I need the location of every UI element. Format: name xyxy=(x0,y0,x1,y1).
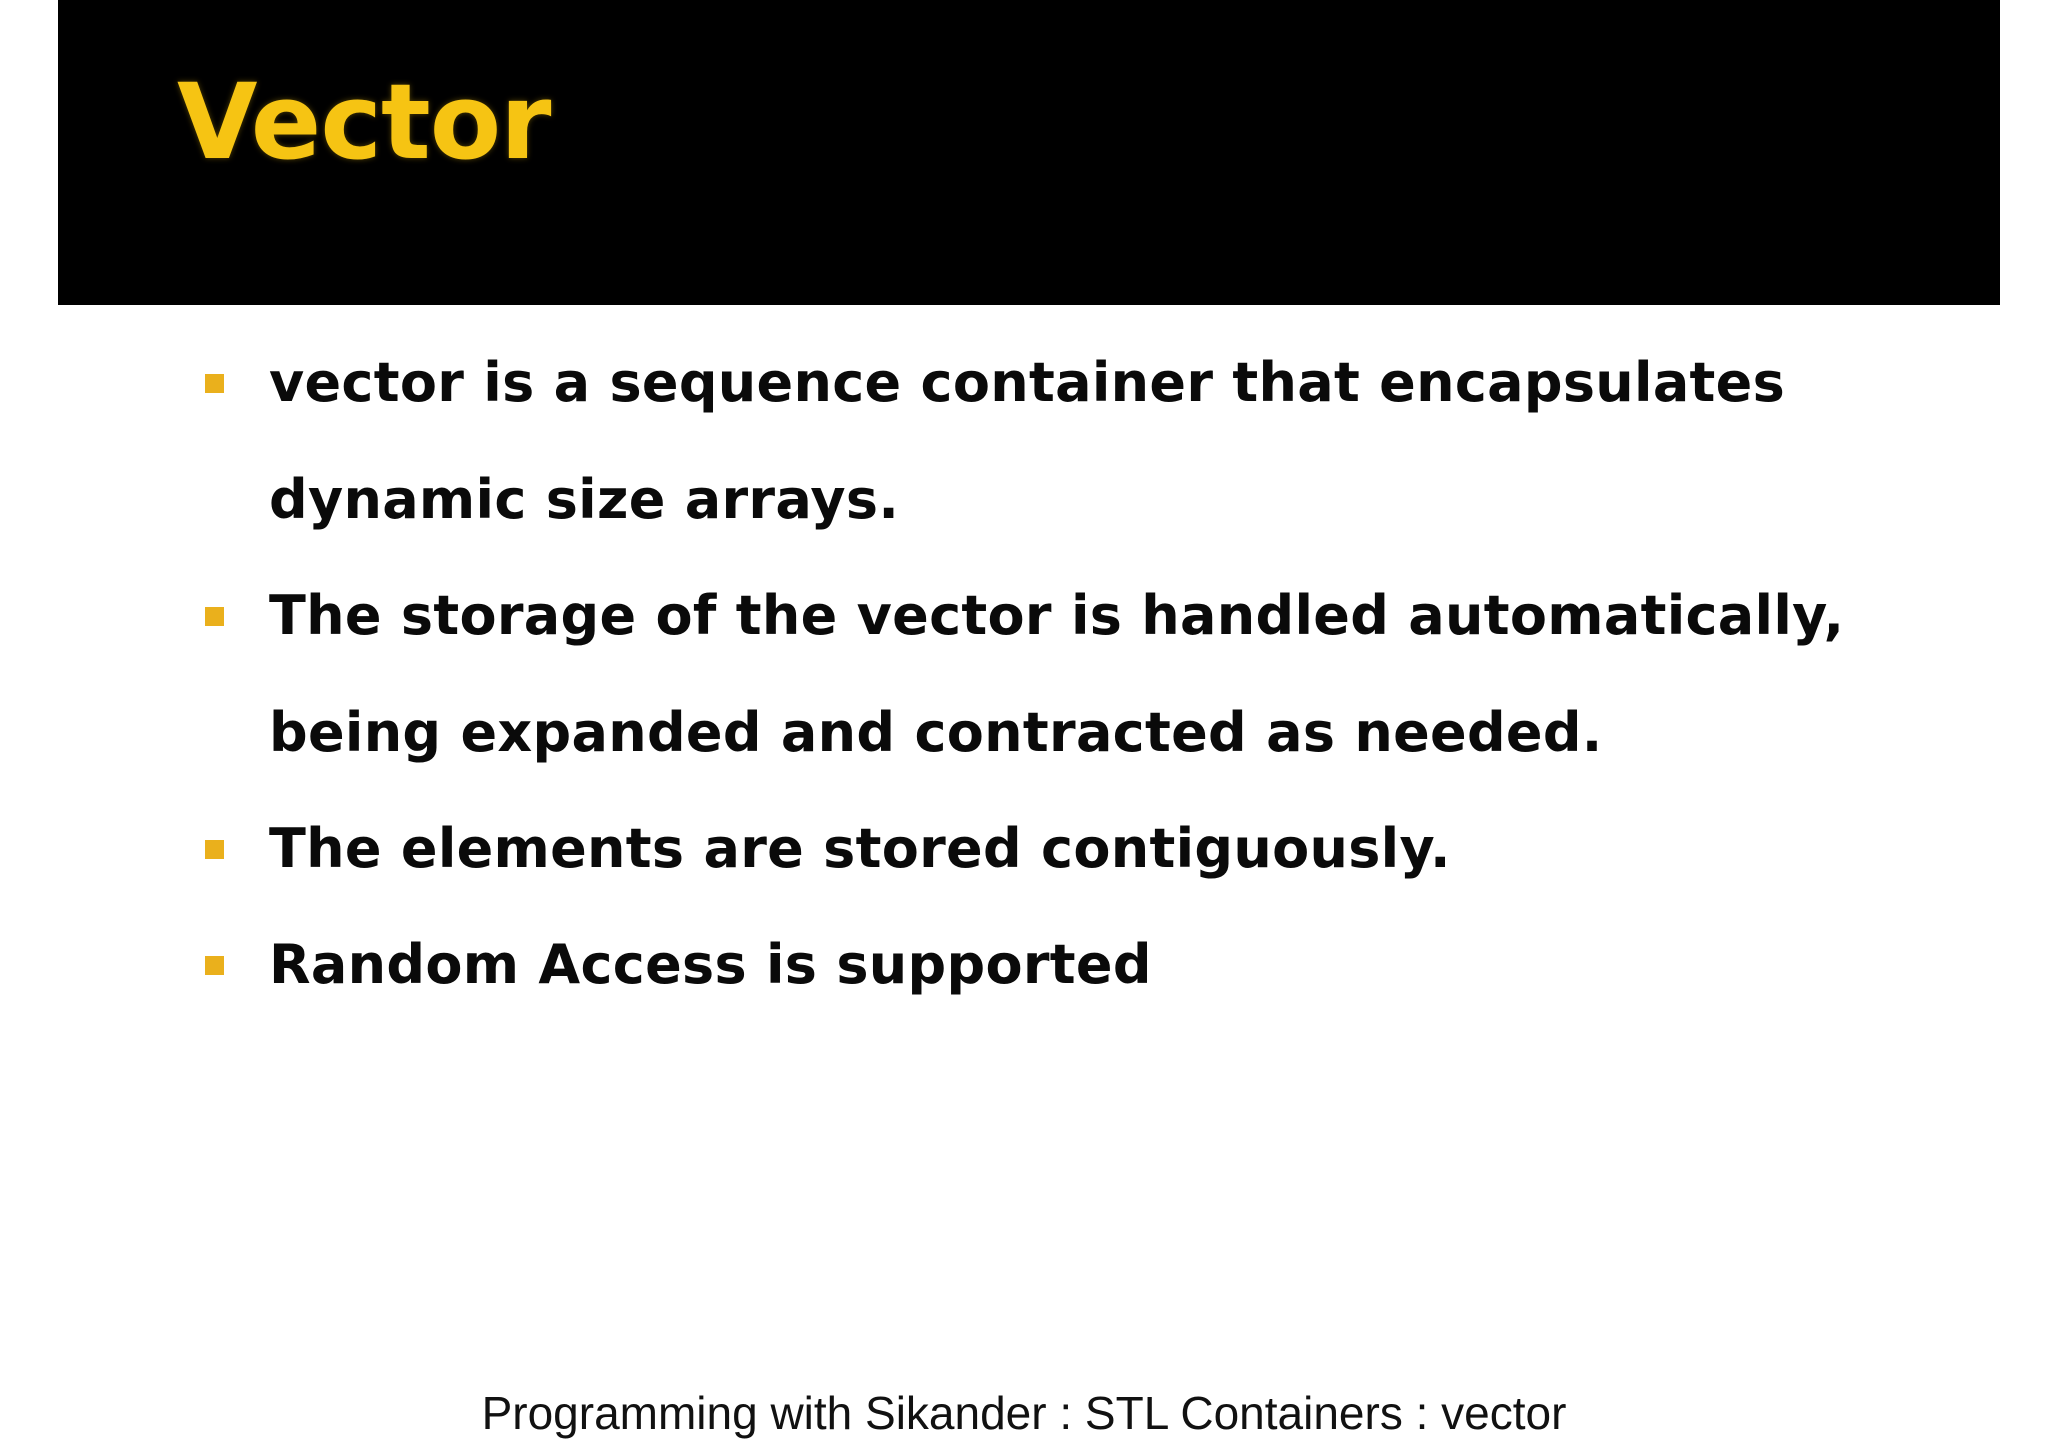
bullet-square-icon xyxy=(205,374,224,393)
slide-title: Vector xyxy=(177,61,551,183)
bullet-text: The elements are stored contiguously. xyxy=(269,817,1451,880)
bullet-text: The storage of the vector is handled automatically, being expanded and contracted as needed. xyxy=(269,584,1845,764)
bullet-square-icon xyxy=(205,956,224,975)
bullet-text: vector is a sequence container that encapsulates dynamic size arrays. xyxy=(269,351,1786,531)
bullet-square-icon xyxy=(205,607,224,626)
bullet-text: Random Access is supported xyxy=(269,933,1152,996)
slide-footer: Programming with Sikander : STL Containers : vector xyxy=(481,1387,1567,1439)
bullet-square-icon xyxy=(205,840,224,859)
